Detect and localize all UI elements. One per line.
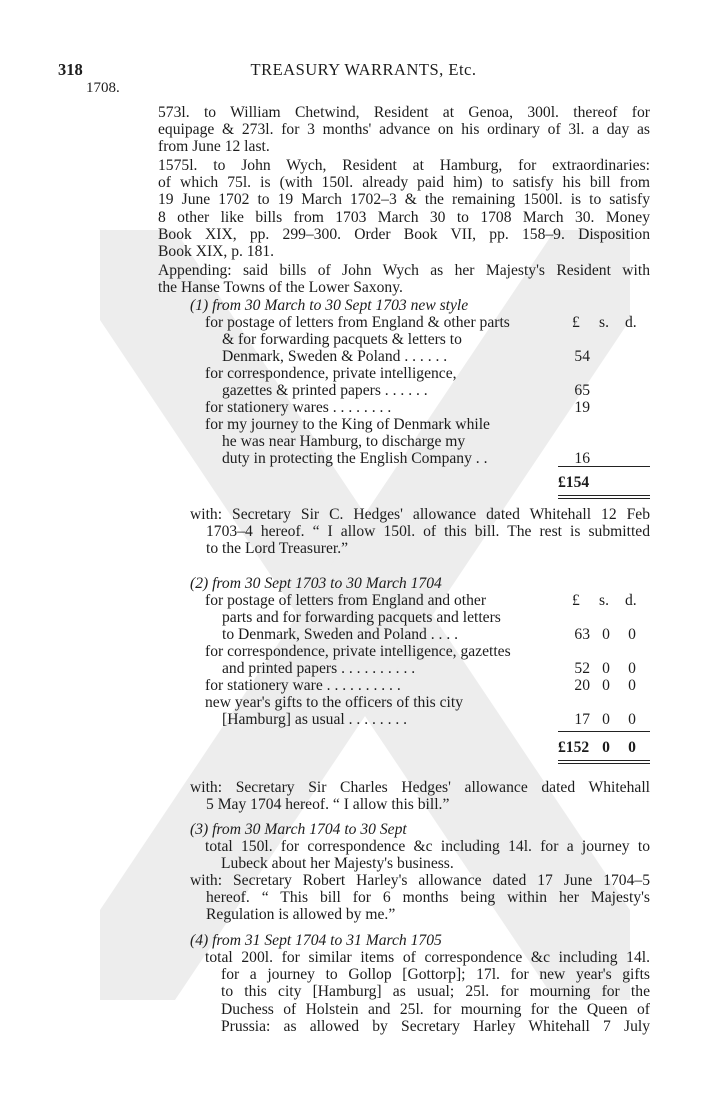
text-line: with: Secretary Robert Harley's allowance dated 17 June 1704–5: [190, 872, 650, 889]
text-line: equipage & 273l. for 3 months' advance on his ordinary of 3l. a day as: [158, 121, 650, 139]
text-line: the Hanse Towns of the Lower Saxony.: [158, 279, 403, 297]
text-line: total 200l. for similar items of correspondence &c including 14l.: [205, 949, 650, 966]
total-rule: [558, 763, 650, 764]
bill4-body: [205, 949, 650, 1035]
text-line: 8 other like bills from 1703 March 30 to 1708 March 30. Money: [158, 208, 650, 226]
bill1-item1-line: Denmark, Sweden & Poland . . . . . .: [222, 348, 448, 365]
text-line: 573l. to William Chetwind, Resident at Genoa, 300l. thereof for: [158, 104, 650, 121]
bill2-item1-line: for postage of letters from England and other: [205, 592, 487, 609]
text-line: from June 12 last.: [158, 138, 270, 156]
text-line: Regulation is allowed by me.”: [206, 906, 396, 924]
running-head: TREASURY WARRANTS, Etc.: [250, 60, 477, 79]
total-rule: [558, 495, 650, 496]
bill2-item2-line: and printed papers . . . . . . . . . .: [222, 660, 416, 677]
year-marginal: 1708.: [86, 80, 120, 96]
page-number: 318: [58, 60, 83, 79]
text-line: with: Secretary Sir Charles Hedges' allowance dated Whitehall: [190, 779, 650, 796]
bill2-total-d: 0: [628, 739, 636, 756]
bill2-allowance: [190, 779, 650, 813]
text-line: total 150l. for correspondence &c including 14l. for a journey to: [205, 838, 650, 855]
text-line: 19 June 1702 to 19 March 1702–3 & the remaining 1500l. is to satisfy: [158, 191, 650, 209]
bill3-body: [205, 838, 650, 872]
total-rule: [558, 760, 650, 761]
bill2-item1-d: 0: [628, 626, 636, 643]
bill1-item2-line: for correspondence, private intelligence,: [205, 365, 457, 382]
bill2-item1-line: parts and for forwarding pacquets and letters: [222, 609, 501, 626]
bill2-total-s: 0: [602, 739, 610, 756]
text-line: 1575l. to John Wych, Resident at Hamburg, for extraordinaries:: [158, 157, 650, 174]
total-rule: [558, 498, 650, 499]
col-pound: £: [572, 592, 580, 609]
bill1-item4-line: for my journey to the King of Denmark while: [205, 416, 490, 433]
bill2-item4-s: 0: [602, 711, 610, 728]
bill2-item2-s: 0: [602, 660, 610, 677]
appending-note: [158, 262, 650, 296]
bill2-item1-line: to Denmark, Sweden and Poland . . . .: [222, 626, 459, 643]
bill1-item4-line: he was near Hamburg, to discharge my: [222, 433, 466, 450]
subtotal-rule: [558, 731, 650, 732]
bill2-item1-amount: 63: [574, 626, 590, 643]
col-pence: d.: [625, 314, 637, 331]
bill2-item4-line: [Hamburg] as usual . . . . . . . .: [222, 711, 408, 728]
col-shillings: s.: [599, 592, 609, 609]
bill1-item2-line: gazettes & printed papers . . . . . .: [222, 382, 428, 399]
col-pound: £: [572, 314, 580, 331]
text-line: to the Lord Treasurer.”: [206, 540, 349, 558]
bill2-total: £152: [558, 739, 590, 756]
bill2-item4-line: new year's gifts to the officers of this city: [205, 694, 464, 711]
subtotal-rule: [558, 466, 650, 467]
bill2-item3-s: 0: [602, 677, 610, 694]
bill1-item3-line: for stationery wares . . . . . . . .: [205, 399, 392, 416]
bill2-item2-line: for correspondence, private intelligence, gazettes: [205, 643, 511, 660]
bill2-heading: (2) from 30 Sept 1703 to 30 March 1704: [190, 575, 442, 592]
bill3-allowance: [190, 872, 650, 924]
bill2-item2-amount: 52: [574, 660, 590, 677]
bill1-item4-amount: 16: [574, 450, 590, 467]
bill1-item3-amount: 19: [574, 399, 590, 416]
bill1-item2-amount: 65: [574, 382, 590, 399]
text-line: Appending: said bills of John Wych as her Majesty's Resident with: [158, 262, 650, 279]
text-line: Book XIX, p. 181.: [158, 243, 275, 261]
text-line: with: Secretary Sir C. Hedges' allowance dated Whitehall 12 Feb: [190, 506, 650, 523]
bill1-item1-amount: 54: [574, 348, 590, 365]
bill1-total: £154: [558, 474, 590, 491]
bill1-heading: (1) from 30 March to 30 Sept 1703 new style: [190, 297, 469, 314]
text-line: Prussia: as allowed by Secretary Harley Whitehall 7 July: [221, 1017, 650, 1035]
bill3-heading: (3) from 30 March 1704 to 30 Sept: [190, 821, 407, 838]
entry-wych: [158, 157, 650, 260]
bill4-heading: (4) from 31 Sept 1704 to 31 March 1705: [190, 932, 442, 949]
text-line: 5 May 1704 hereof. “ I allow this bill.”: [206, 796, 450, 814]
text-line: for a journey to Gollop [Gottorp]; 17l. for new year's gifts: [221, 966, 650, 984]
bill1-item4-line: duty in protecting the English Company . .: [222, 450, 488, 467]
bill2-item3-amount: 20: [574, 677, 590, 694]
bill2-item4-amount: 17: [574, 711, 590, 728]
text-line: 1703–4 hereof. “ I allow 150l. of this bill. The rest is submitted: [206, 523, 650, 541]
text-line: Book XIX, pp. 299–300. Order Book VII, pp. 158–9. Disposition: [158, 225, 650, 243]
bill1-item1-line: & for forwarding pacquets & letters to: [222, 331, 462, 348]
bill2-item4-d: 0: [628, 711, 636, 728]
bill2-item3-d: 0: [628, 677, 636, 694]
text-line: to this city [Hamburg] as usual; 25l. for mourning for the: [221, 983, 650, 1001]
bill2-item2-d: 0: [628, 660, 636, 677]
col-pence: d.: [625, 592, 637, 609]
text-line: Duchess of Holstein and 25l. for mourning for the Queen of: [221, 1000, 650, 1018]
text-line: Lubeck about her Majesty's business.: [221, 855, 454, 873]
text-line: of which 75l. is (with 150l. already paid him) to satisfy his bill from: [158, 174, 650, 192]
bill2-item3-line: for stationery ware . . . . . . . . . .: [205, 677, 401, 694]
text-line: hereof. “ This bill for 6 months being within her Majesty's: [206, 889, 650, 907]
bill1-allowance: [190, 506, 650, 558]
col-shillings: s.: [599, 314, 609, 331]
entry-chetwind: [158, 104, 650, 156]
bill2-item1-s: 0: [602, 626, 610, 643]
bill1-item1-line: for postage of letters from England & other parts: [205, 314, 510, 331]
